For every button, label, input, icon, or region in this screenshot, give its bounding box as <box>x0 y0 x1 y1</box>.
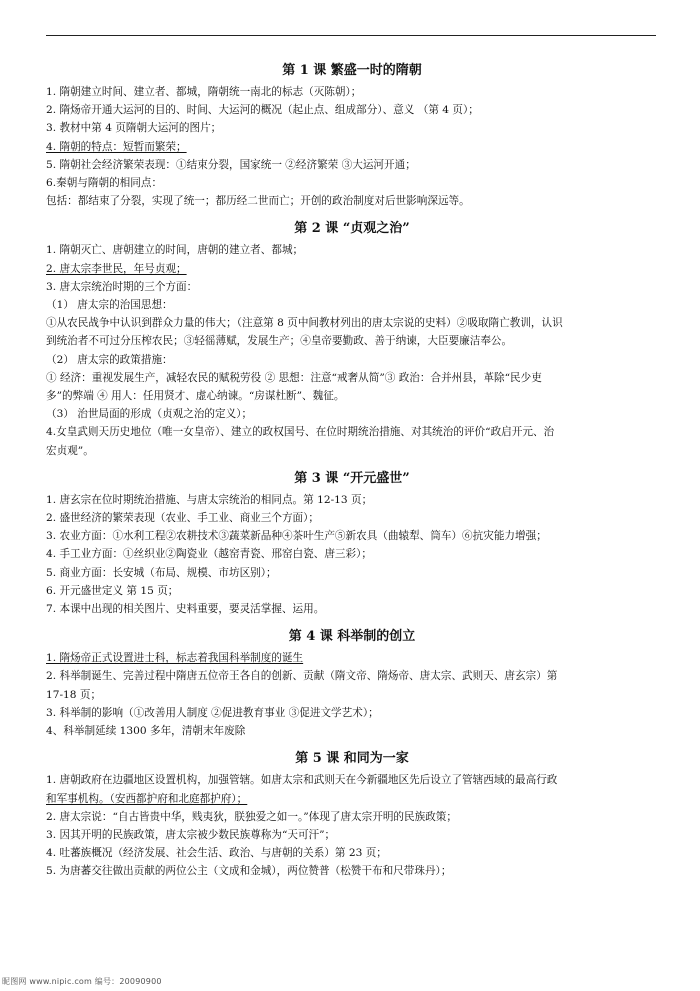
text-line: 5. 商业方面：长安城（布局、规模、市坊区别）； <box>46 566 277 579</box>
text-line: 3. 因其开明的民族政策，唐太宗被少数民族尊称为“天可汗”； <box>46 828 336 841</box>
lesson-title: 第 3 课 “开元盛世” <box>294 470 410 486</box>
document-body <box>46 62 658 891</box>
text-line: 4. 隋朝的特点：短暂而繁荣； <box>46 140 187 153</box>
lesson-2 <box>46 220 658 459</box>
text-line: 1. 唐玄宗在位时期统治措施、与唐太宗统治的相同点。第 12-13 页； <box>46 493 373 506</box>
text-line: （1） 唐太宗的治国思想： <box>46 299 173 312</box>
text-line: 4. 吐蕃族概况（经济发展、社会生活、政治、与唐朝的关系）第 23 页； <box>46 847 387 860</box>
text-line: 2. 唐太宗说：“自古皆贵中华，贱夷狄，朕独爱之如一。”体现了唐太宗开明的民族政策； <box>46 810 457 823</box>
text-line: （2） 唐太宗的政策措施： <box>46 353 173 366</box>
text-line: 和军事机构。（安西都护府和北庭都护府）； <box>46 792 248 805</box>
text-line: 5. 隋朝社会经济繁荣表现：①结束分裂，国家统一 ②经济繁荣 ③大运河开通； <box>46 158 416 171</box>
text-line: 到统治者不可过分压榨农民；③轻徭薄赋，发展生产；④皇帝要勤政、善于纳谏，大臣要廉洁奉公。 <box>46 335 513 348</box>
text-line: 3. 教材中第 4 页隋朝大运河的图片； <box>46 122 222 135</box>
text-line: 2. 唐太宗李世民，年号贞观； <box>46 262 187 275</box>
text-line: 多”的弊端 ④ 用人：任用贤才、虚心纳谏。“房谋杜断”、魏征。 <box>46 390 345 403</box>
lesson-title: 第 5 课 和同为一家 <box>295 751 409 767</box>
lesson-title: 第 2 课 “贞观之治” <box>294 221 410 237</box>
text-line: 1. 隋朝建立时间、建立者、都城，隋朝统一南北的标志（灭陈朝）； <box>46 86 362 98</box>
top-horizontal-rule <box>46 35 656 36</box>
lesson-1 <box>46 62 658 210</box>
text-line: （3） 治世局面的形成（贞观之治的定义）； <box>46 408 253 421</box>
text-line: 17-18 页； <box>46 688 102 701</box>
text-line: 5. 为唐蕃交往做出贡献的两位公主（文成和金城），两位赞普（松赞干布和尺带珠丹）； <box>46 865 452 878</box>
lesson-4 <box>46 628 658 740</box>
text-line: 3. 唐太宗统治时期的三个方面： <box>46 280 198 293</box>
text-line: 6.秦朝与隋朝的相同点： <box>46 177 163 190</box>
text-line: 3. 科举制的影响（①改善用人制度 ②促进教育事业 ③促进文学艺术）； <box>46 706 379 719</box>
text-line: 2. 盛世经济的繁荣表现（农业、手工业、商业三个方面）； <box>46 512 320 525</box>
text-line: 2. 科举制诞生、完善过程中隋唐五位帝王各自的创新、贡献（隋文帝、隋炀帝、唐太宗、武则天、唐玄宗）第 <box>46 670 558 683</box>
text-line: 2. 隋炀帝开通大运河的目的、时间、大运河的概况（起止点、组成部分）、意义 （第 4 页）； <box>46 104 479 117</box>
lesson-title: 第 1 课 繁盛一时的隋朝 <box>282 63 422 78</box>
text-line: 1. 唐朝政府在边疆地区设置机构，加强管辖。如唐太宗和武则天在今新疆地区先后设立了管辖西域的最高行政 <box>46 774 558 787</box>
text-line: 1. 隋炀帝正式设置进士科，标志着我国科举制度的诞生 <box>46 652 304 665</box>
text-line: 1. 隋朝灭亡、唐朝建立的时间，唐朝的建立者、都城； <box>46 244 304 257</box>
text-line: 包括：都结束了分裂，实现了统一；都历经二世而亡；开创的政治制度对后世影响深远等。 <box>46 195 470 208</box>
text-line: ① 经济：重视发展生产，减轻农民的赋税劳役 ② 思想：注意“戒奢从简”③ 政治：合并州县，革除“民少吏 <box>46 371 542 384</box>
text-line: 3. 农业方面：①水利工程②农耕技术③蔬菜新品种④茶叶生产⑤新农具（曲辕犁、筒车）⑥抗灾能力增强； <box>46 530 547 543</box>
text-line: ①从农民战争中认识到群众力量的伟大；（注意第 8 页中间教材列出的唐太宗说的史料）②吸取隋亡教训，认识 <box>46 317 563 330</box>
text-line: 7. 本课中出现的相关图片、史料重要，要灵活掌握、运用。 <box>46 603 325 616</box>
text-line: 6. 开元盛世定义 第 15 页； <box>46 584 179 597</box>
watermark-footer: 昵图网 www.nipic.com 编号：20090900 <box>2 977 162 986</box>
text-line: 4. 手工业方面：①丝织业②陶瓷业（越窑青瓷、邢窑白瓷、唐三彩）； <box>46 548 372 561</box>
lesson-title: 第 4 课 科举制的创立 <box>288 629 416 645</box>
text-line: 4、科举制延续 1300 多年，清朝末年废除 <box>46 725 246 738</box>
lesson-5 <box>46 750 658 880</box>
text-line: 4.女皇武则天历史地位（唯一女皇帝）、建立的政权国号、在位时期统治措施、对其统治的评价“政启开元、治 <box>46 426 555 439</box>
lesson-3 <box>46 470 658 618</box>
text-line: 宏贞观”。 <box>46 444 94 457</box>
